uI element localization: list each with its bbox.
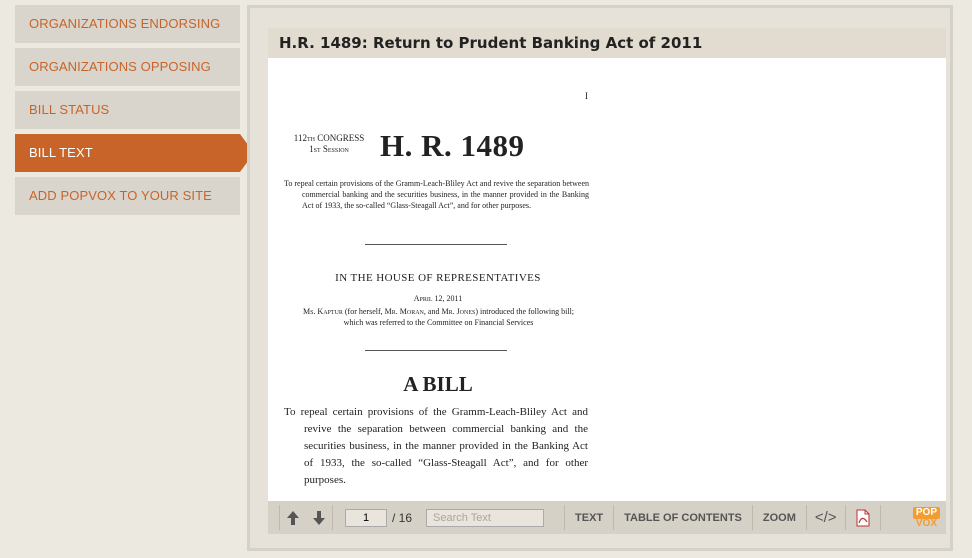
intro-text-part: , and bbox=[423, 307, 442, 316]
embed-code-button[interactable] bbox=[807, 501, 845, 534]
house-heading: IN THE HOUSE OF REPRESENTATIVES bbox=[335, 272, 541, 284]
content-panel bbox=[247, 5, 953, 551]
table-of-contents-button[interactable]: TABLE OF CONTENTS bbox=[624, 511, 742, 524]
page-number-input[interactable] bbox=[345, 509, 387, 527]
sidebar-item-bill-status[interactable]: BILL STATUS bbox=[15, 91, 240, 129]
arrow-up-icon bbox=[286, 510, 300, 526]
sidebar-nav bbox=[15, 5, 240, 220]
bill-number: H. R. 1489 bbox=[380, 128, 525, 163]
introducer-name: Ms. Kaptur bbox=[302, 307, 343, 316]
viewer-title: H.R. 1489: Return to Prudent Banking Act of 2011 bbox=[268, 28, 946, 58]
cosponsor-name: Mr. Jones bbox=[441, 307, 476, 316]
text-view-button[interactable]: TEXT bbox=[575, 511, 604, 524]
document-viewer bbox=[268, 28, 946, 534]
a-bill-heading: A BILL bbox=[403, 372, 473, 396]
arrow-down-icon bbox=[312, 510, 326, 526]
session-label: 1st Session bbox=[309, 144, 349, 154]
introduction-text bbox=[296, 306, 581, 328]
logo-pop: POP bbox=[913, 507, 940, 519]
previous-page-button[interactable] bbox=[280, 501, 306, 534]
intro-text-part: ) introduced the following bill; which was referred to the Committee on Financial Services bbox=[343, 307, 575, 327]
cosponsor-name: Mr. Moran bbox=[384, 307, 424, 316]
next-page-button[interactable] bbox=[306, 501, 332, 534]
search-text-input[interactable] bbox=[426, 509, 544, 527]
popvox-logo[interactable] bbox=[913, 507, 940, 529]
intro-text-part: (for herself, bbox=[342, 307, 385, 316]
divider-rule bbox=[365, 244, 507, 245]
toolbar-separator bbox=[880, 505, 881, 530]
sidebar-item-bill-text[interactable]: BILL TEXT bbox=[15, 134, 240, 172]
pdf-download-button[interactable] bbox=[846, 501, 880, 534]
divider-rule bbox=[365, 350, 507, 351]
code-icon: </> bbox=[814, 509, 837, 526]
page-total: / 16 bbox=[392, 510, 413, 525]
zoom-button[interactable]: ZOOM bbox=[762, 511, 796, 524]
toolbar-separator bbox=[332, 505, 333, 530]
pdf-icon bbox=[855, 509, 871, 527]
sidebar-item-organizations-endorsing[interactable]: ORGANIZATIONS ENDORSING bbox=[15, 5, 240, 43]
congress-number: 112th CONGRESS bbox=[293, 133, 365, 143]
logo-vox: VOX bbox=[915, 517, 937, 529]
introduction-date: April 12, 2011 bbox=[413, 294, 463, 303]
document-page bbox=[268, 58, 608, 501]
congress-label bbox=[285, 133, 373, 155]
document-area[interactable] bbox=[268, 58, 946, 501]
viewer-toolbar bbox=[268, 501, 946, 534]
page-number: I bbox=[585, 91, 588, 101]
sidebar-item-add-popvox[interactable]: ADD POPVOX TO YOUR SITE bbox=[15, 177, 240, 215]
bill-purpose: To repeal certain provisions of the Gramm-Leach-Bliley Act and revive the separation between commercial banking and the securities business, in the manner provided in the Banking Act of 1933, the so-called “Glass-Steagall Act”, and for other purposes. bbox=[284, 406, 588, 486]
sidebar-item-organizations-opposing[interactable]: ORGANIZATIONS OPPOSING bbox=[15, 48, 240, 86]
bill-purpose-header: To repeal certain provisions of the Gramm-Leach-Bliley Act and revive the separation between commercial banking and the securities business, in the manner provided in the Banking Act of 1933, the so-called “Glass-Steagall Act”, and for other purposes. bbox=[284, 179, 589, 210]
